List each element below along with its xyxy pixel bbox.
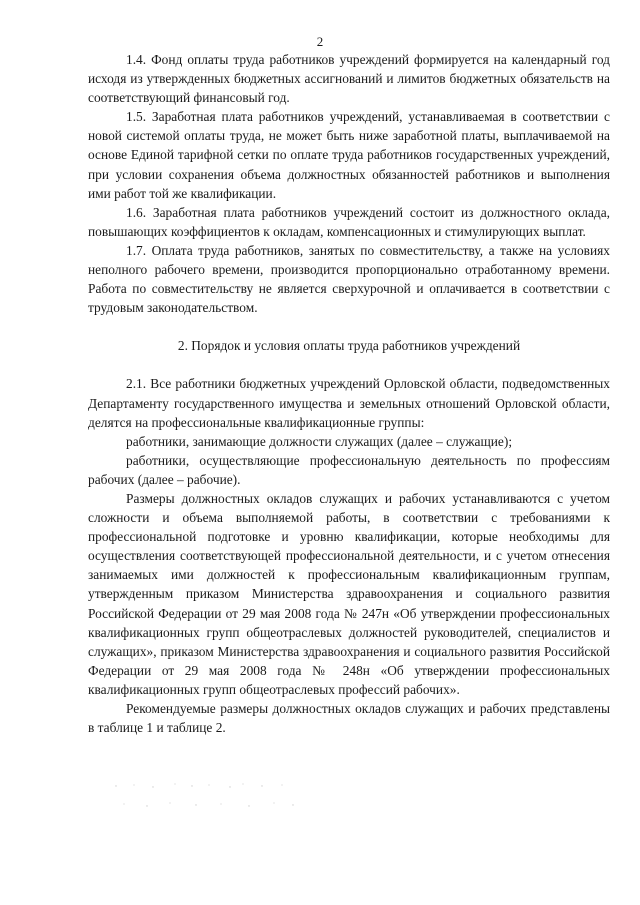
paragraph-2-1: 2.1. Все работники бюджетных учреждений Орловской области, подведомственных Департаменту государственного имущества и земельных отношений Орловской области, делятся на профессиональные квалификационные группы:	[88, 376, 610, 430]
document-body	[88, 50, 610, 737]
paragraph-salary-sizes: Размеры должностных окладов служащих и рабочих устанавливаются с учетом сложности и объема выполняемой работы, в соответствии с требованиями к профессиональной подготовке и уровню квалификации, которые необходимы для осуществления соответствующей профессиональной деятельности, и с учетом отнесения занимаемых ими должностей к профессиональным квалификационным группам, утвержденным приказом Министерства здравоохранения и социального развития Российской Федерации от 29 мая 2008 года № 247н «Об утверждении профессиональных квалификационных групп общеотраслевых должностей руководителей, специалистов и служащих», приказом Министерства здравоохранения и социального развития Российской Федерации от 29 мая 2008 года № 248н «Об утверждении профессиональных квалификационных групп общеотраслевых профессий рабочих».	[88, 490, 610, 697]
section-title: 2. Порядок и условия оплаты труда работников учреждений	[177, 338, 521, 354]
scan-noise-marks	[112, 780, 302, 820]
paragraph-employees-clerks: работники, занимающие должности служащих (далее – служащие);	[126, 433, 513, 449]
paragraph-recommended-salaries: Рекомендуемые размеры должностных окладов служащих и рабочих представлены в таблице 1 и таблице 2.	[88, 701, 610, 736]
paragraph-employees-workers: работники, осуществляющие профессиональную деятельность по профессиям рабочих (далее – рабочие).	[88, 452, 610, 487]
paragraph-1-4: 1.4. Фонд оплаты труда работников учреждений формируется на календарный год исходя из утвержденных бюджетных ассигнований и лимитов бюджетных обязательств на соответствующий финансовый год.	[88, 52, 610, 106]
page-number: 2	[316, 34, 324, 49]
paragraph-1-5: 1.5. Заработная плата работников учреждений, устанавливаемая в соответствии с новой системой оплаты труда, не может быть ниже заработной платы, выплачиваемой на основе Единой тарифной сетки по оплате труда работников государственных учреждений, при условии сохранения объема должностных обязанностей работников и выполнения ими работ той же квалификации.	[88, 109, 610, 201]
paragraph-1-6: 1.6. Заработная плата работников учреждений состоит из должностного оклада, повышающих коэффициентов к окладам, компенсационных и стимулирующих выплат.	[88, 204, 610, 239]
paragraph-1-7: 1.7. Оплата труда работников, занятых по совместительству, а также на условиях неполного рабочего времени, производится пропорционально отработанному времени. Работа по совместительству не является сверхурочной и оплачивается в соответствии с трудовым законодательством.	[88, 242, 610, 316]
